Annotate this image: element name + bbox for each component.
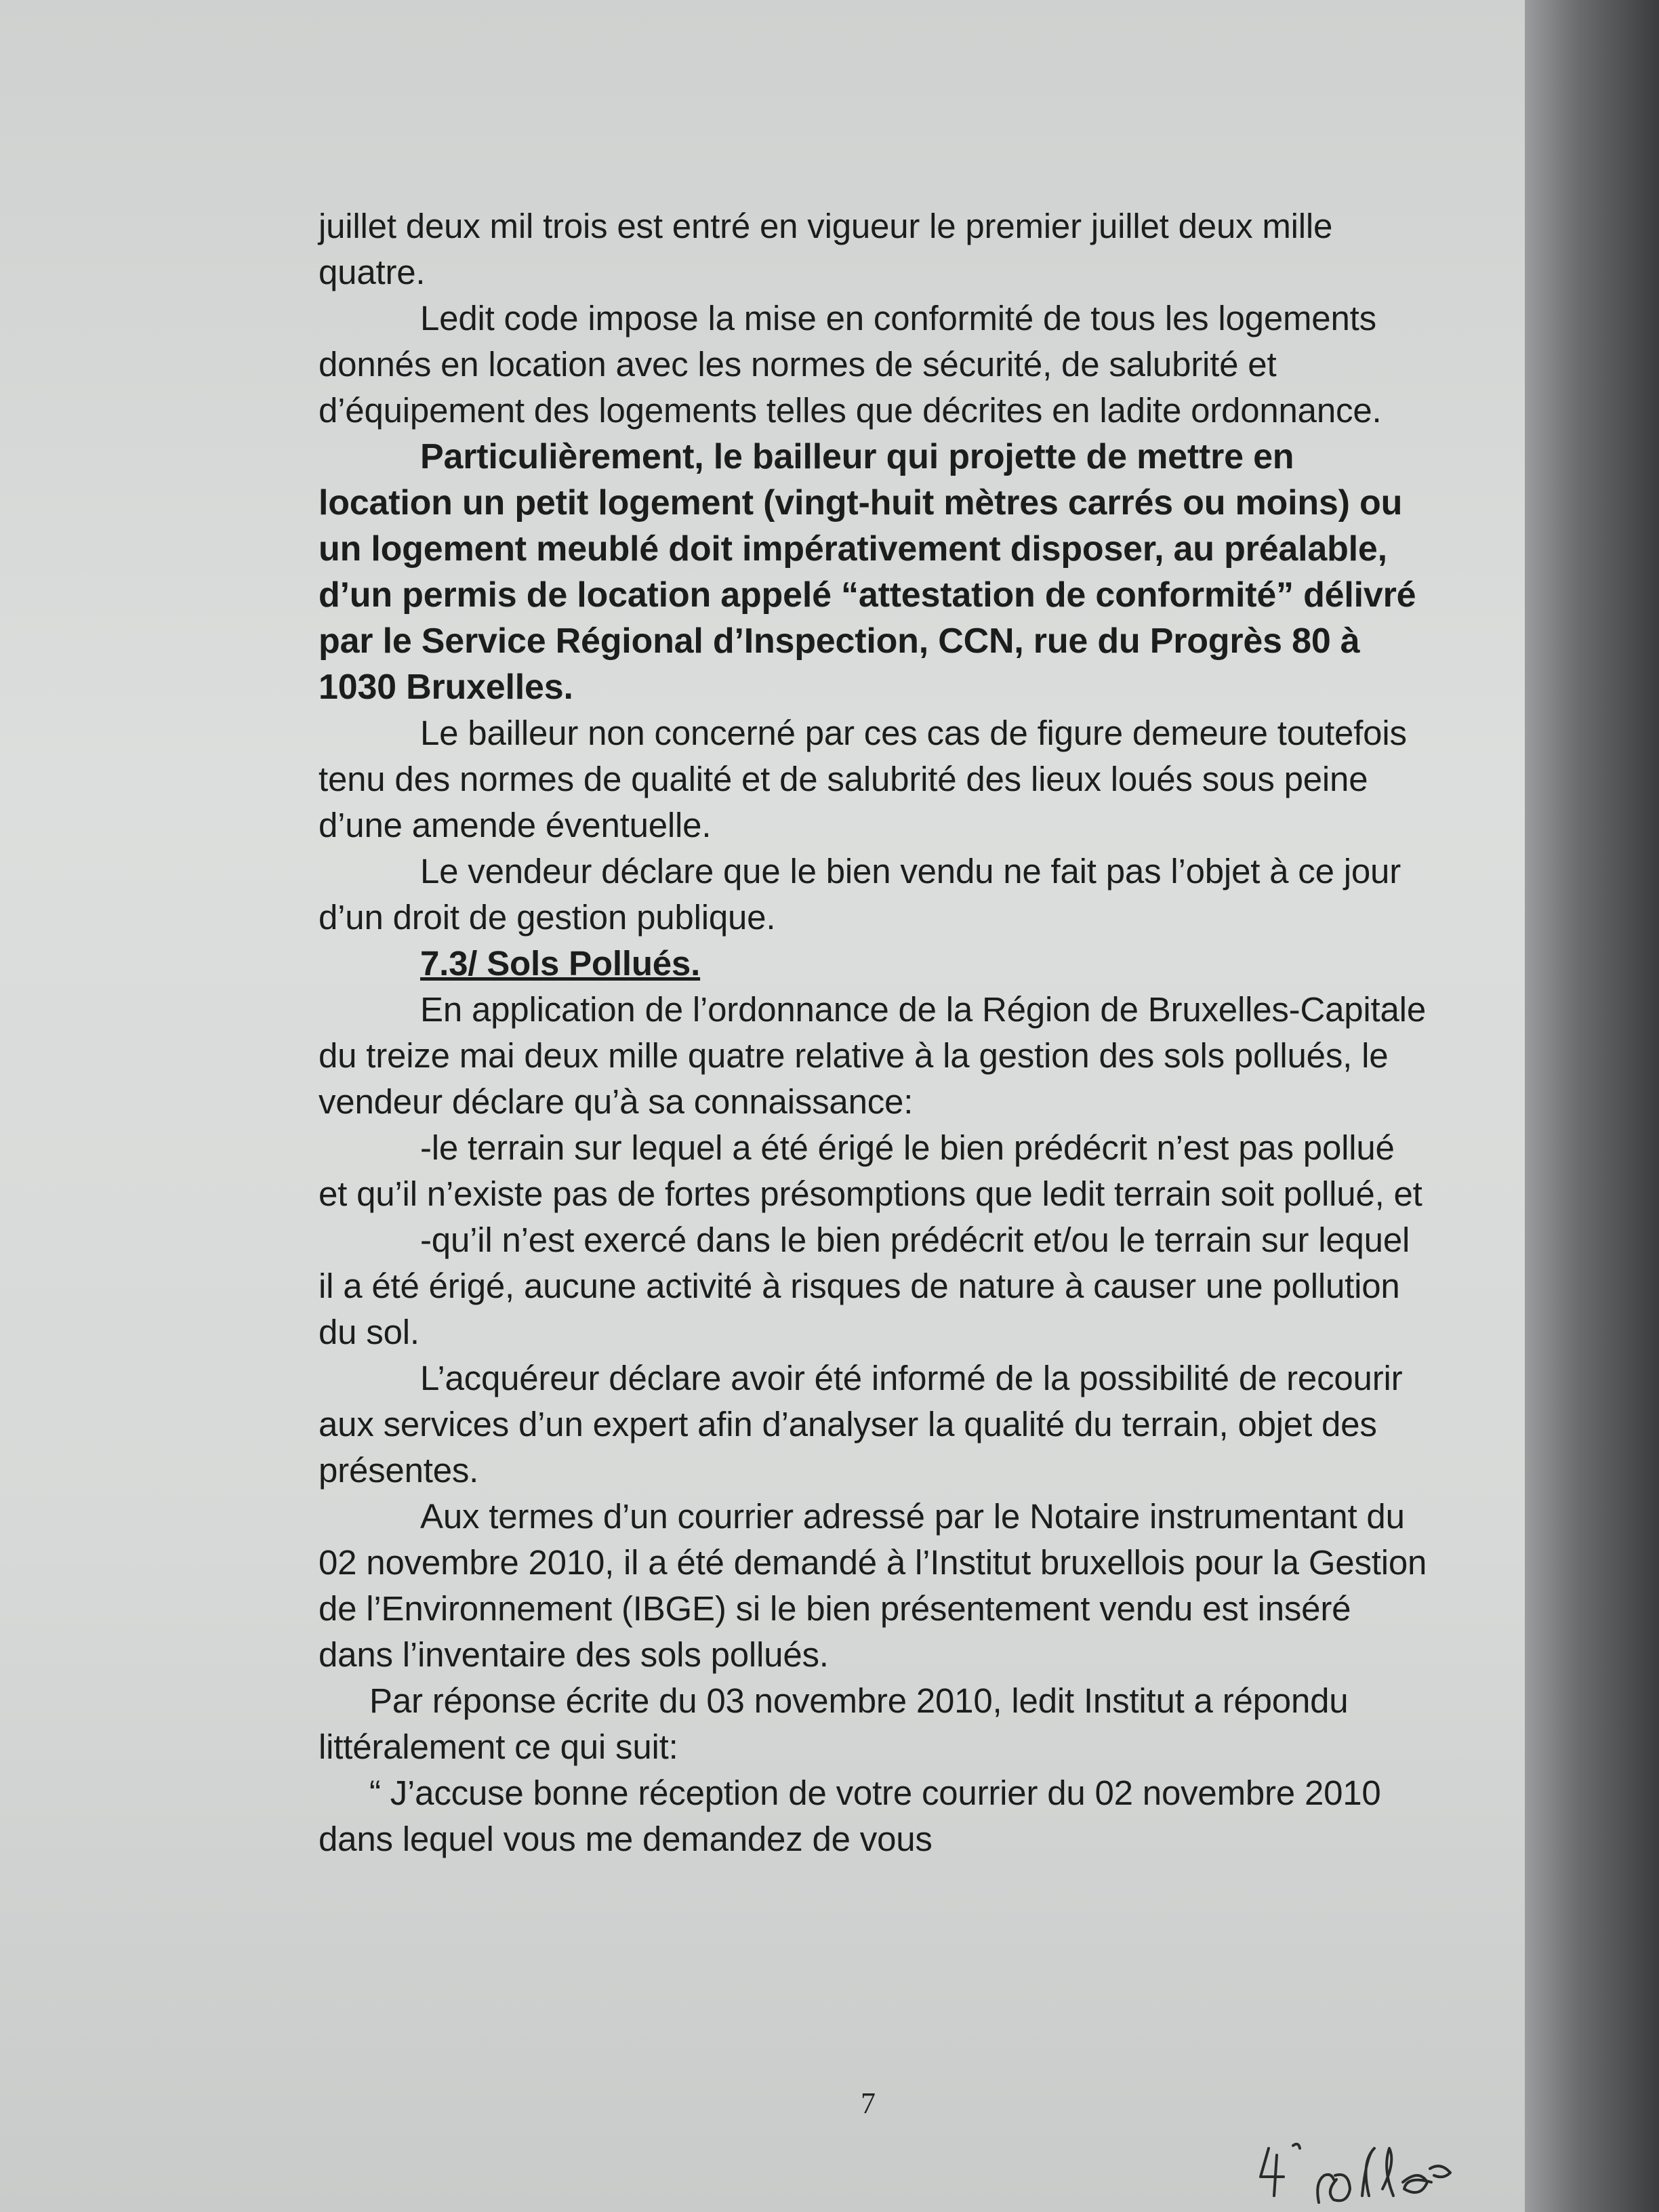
paragraph-12: “ J’accuse bonne réception de votre courrier du 02 novembre 2010 dans lequel vous me demandez de vous [319, 1774, 1381, 1858]
paragraph-9: L’acquéreur déclare avoir été informé de la possibilité de recourir aux services d’un expert afin d’analyser la qualité du terrain, objet des présentes. [319, 1359, 1403, 1490]
paragraph-2: Ledit code impose la mise en conformité de tous les logements donnés en location avec les normes de sécurité, de salubrité et d’équipement des logements telles que décrites en ladite ordonnance. [319, 299, 1382, 430]
section-heading: 7.3/ Sols Pollués. [420, 944, 701, 983]
page-number: 7 [861, 2087, 876, 2120]
paragraph-6: En application de l’ordonnance de la Région de Bruxelles-Capitale du treize mai deux mille quatre relative à la gestion des sols pollués, le vendeur déclare qu’à sa connaissance: [319, 990, 1426, 1121]
paragraph-4: Le bailleur non concerné par ces cas de figure demeure toutefois tenu des normes de qualité et de salubrité des lieux loués sous peine d’une amende éventuelle. [319, 714, 1407, 844]
paragraph-5: Le vendeur déclare que le bien vendu ne fait pas l’objet à ce jour d’un droit de gestion publique. [319, 852, 1401, 937]
handwritten-signature [1254, 2135, 1498, 2209]
document-body [319, 203, 1430, 1862]
paragraph-10: Aux termes d’un courrier adressé par le Notaire instrumentant du 02 novembre 2010, il a été demandé à l’Institut bruxellois pour la Gestion de l’Environnement (IBGE) si le bien présentement vendu est inséré dans l’inventaire des sols pollués. [319, 1497, 1427, 1674]
paragraph-3-bold: Particulièrement, le bailleur qui projette de mettre en location un petit logement (vingt-huit mètres carrés ou moins) ou un logement meublé doit impérativement disposer, au préalable, d’un permis de location appelé “attestation de conformité” délivré par le Service Régional d’Inspection, CCN, rue du Progrès 80 à 1030 Bruxelles. [319, 437, 1416, 707]
paragraph-8: -qu’il n’est exercé dans le bien prédécrit et/ou le terrain sur lequel il a été érigé, aucune activité à risques de nature à causer une pollution du sol. [319, 1221, 1410, 1351]
paragraph-7: -le terrain sur lequel a été érigé le bien prédécrit n’est pas pollué et qu’il n’existe pas de fortes présomptions que ledit terrain soit pollué, et [319, 1128, 1422, 1213]
paragraph-1: juillet deux mil trois est entré en vigueur le premier juillet deux mille quatre. [319, 207, 1333, 291]
paragraph-11: Par réponse écrite du 03 novembre 2010, ledit Institut a répondu littéralement ce qui suit: [319, 1681, 1349, 1766]
page-edge [1525, 0, 1659, 2212]
